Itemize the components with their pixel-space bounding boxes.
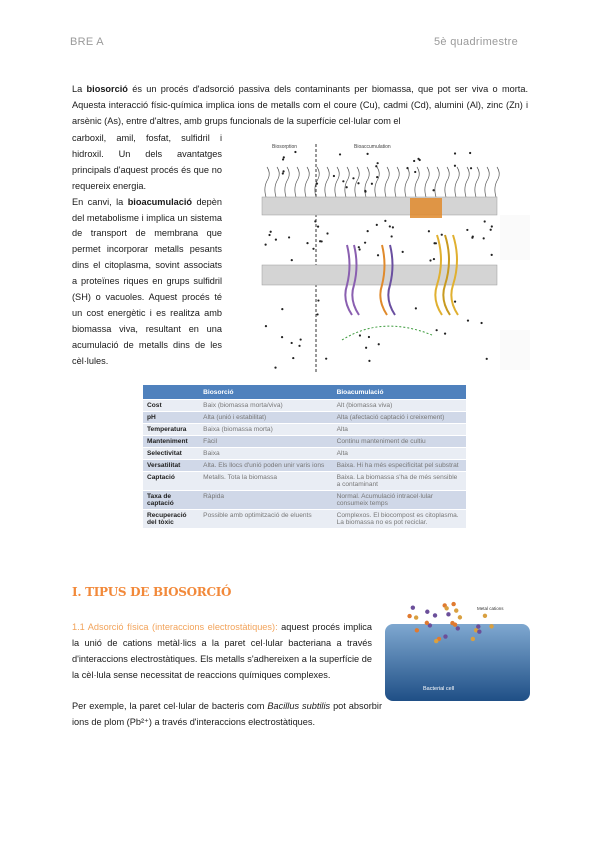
metal-ion-dot <box>268 234 270 236</box>
table-header-row <box>143 385 466 400</box>
metal-ion-dot <box>357 182 359 184</box>
figure-label-left: Biosorption <box>272 144 298 150</box>
figure-label-right: Bioaccumulation <box>354 144 391 150</box>
metal-ion-dot <box>274 366 276 368</box>
metal-ion-dot <box>291 259 293 261</box>
cation-dot <box>483 614 487 618</box>
cation-dot <box>458 615 462 619</box>
surface-hair <box>335 167 339 197</box>
intro-paragraph: La biosorció és un procés d'adsorció passiva dels contaminants per biomassa, que pot ser viva o morta. Aquesta interacció físic-química implica ions de metalls com el coure (Cu), cadmi (Cd), alumini (Al), zinc (Zn) i arsènic (As), entre d'altres, amb grups funcionals de la superfície cel·lular com el <box>72 84 528 126</box>
header-left: BRE A <box>70 36 104 48</box>
metal-ion-dot <box>365 347 367 349</box>
surface-hair <box>405 167 409 197</box>
metal-ion-dot <box>339 153 341 155</box>
metal-ion-dot <box>282 170 284 172</box>
metal-ion-dot <box>406 167 408 169</box>
metal-ion-dot <box>364 190 366 192</box>
metal-ion-dot <box>371 183 373 185</box>
metal-ion-dot <box>484 220 486 222</box>
metal-ion-dot <box>281 308 283 310</box>
cation-dot <box>446 612 450 616</box>
metal-ion-dot <box>470 167 472 169</box>
cation-dot <box>454 608 458 612</box>
col-biosorcio: Biosorció <box>199 385 332 400</box>
cation-dot <box>444 606 448 610</box>
cation-dot <box>476 624 480 628</box>
metal-ion-dot <box>444 333 446 335</box>
metal-ion-dot <box>469 152 471 154</box>
cation-dot <box>407 614 411 618</box>
metal-ion-dot <box>376 176 378 178</box>
cation-dot <box>489 624 493 628</box>
header-right: 5è quadrimestre <box>434 36 518 48</box>
cation-dot <box>415 628 419 632</box>
metal-ion-dot <box>454 152 456 154</box>
metal-ion-dot <box>486 358 488 360</box>
surface-hair <box>375 167 379 197</box>
metal-ion-dot <box>433 258 435 260</box>
metal-ion-dot <box>454 165 456 167</box>
metal-ion-dot <box>436 329 438 331</box>
metal-ion-dot <box>265 325 267 327</box>
metal-ion-dot <box>270 231 272 233</box>
surface-hair <box>385 167 389 197</box>
cation-dot <box>450 621 454 625</box>
metal-ion-dot <box>413 160 415 162</box>
metal-ion-dot <box>288 236 290 238</box>
cation-dot <box>414 615 418 619</box>
metal-ion-dot <box>346 186 348 188</box>
metal-ion-dot <box>364 242 366 244</box>
surface-hair <box>465 167 469 197</box>
metal-ion-dot <box>402 251 404 253</box>
metal-ion-dot <box>419 159 421 161</box>
metal-ion-dot <box>490 229 492 231</box>
metal-ion-dot <box>378 343 380 345</box>
metal-ion-dot <box>298 345 300 347</box>
metal-ion-dot <box>368 336 370 338</box>
metal-ion-dot <box>294 151 296 153</box>
surface-hair <box>305 167 309 197</box>
metal-ion-dot <box>429 259 431 261</box>
metal-ion-dot <box>359 248 361 250</box>
metal-ion-dot <box>366 153 368 155</box>
bacterial-cell-figure <box>385 598 530 701</box>
metal-ion-dot <box>414 171 416 173</box>
metal-ion-dot <box>432 189 434 191</box>
metal-ion-dot <box>384 220 386 222</box>
subsection-heading: 1.1 Adsorció física (interaccions electrostàtiques): <box>72 622 278 632</box>
metal-ion-dot <box>377 254 379 256</box>
surface-hair <box>325 167 329 197</box>
metal-ion-dot <box>312 248 314 250</box>
example-paragraph: Per exemple, la paret cel·lular de bacteris com Bacillus subtilis pot absorbir ions de plom (Pb²⁺) a través d'interaccions electrostàtiques. <box>72 701 383 727</box>
table-row: Taxa de captació Ràpida Normal. Acumulació intracel·lular consumeix temps <box>143 491 466 510</box>
metal-ion-dot <box>467 319 469 321</box>
metal-ion-dot <box>491 225 493 227</box>
table-row: Versatilitat Alta. Els llocs d'unió poden unir varis ions Baixa. Hi ha més especificitat pel substrat <box>143 460 466 472</box>
metal-ion-dot <box>491 254 493 256</box>
metal-ion-dot <box>480 322 482 324</box>
metal-ion-dot <box>326 232 328 234</box>
table-row: Selectivitat Baixa Alta <box>143 448 466 460</box>
metal-ion-dot <box>389 225 391 227</box>
surface-hair <box>395 167 399 197</box>
metal-ion-dot <box>376 224 378 226</box>
metal-ion-dot <box>281 336 283 338</box>
metal-ion-dot <box>314 220 316 222</box>
bacterial-cell-label: Bacterial cell <box>423 686 455 692</box>
metal-ion-dot <box>282 172 284 174</box>
cation-dot <box>477 630 481 634</box>
metal-ion-dot <box>472 236 474 238</box>
metal-ion-dot <box>433 242 435 244</box>
surface-hair <box>455 167 459 197</box>
cation-dot <box>425 621 429 625</box>
metal-ion-dot <box>306 242 308 244</box>
metal-ion-dot <box>275 239 277 241</box>
surface-hair <box>355 167 359 197</box>
cation-dot <box>451 602 455 606</box>
surface-hair <box>295 167 299 197</box>
table-row: pH Alta (unió i estabilitat) Alta (afectació captació i creixement) <box>143 412 466 424</box>
cation-dot <box>443 634 447 638</box>
term-bioacumulacio: bioacumulació <box>127 196 193 207</box>
cation-dot <box>411 605 415 609</box>
metal-ion-dot <box>359 334 361 336</box>
metal-ion-dot <box>321 240 323 242</box>
table-row: Cost Baix (biomassa morta/viva) Alt (biomassa viva) <box>143 400 466 412</box>
metal-ion-dot <box>352 177 354 179</box>
surface-hair <box>345 167 349 197</box>
section-title: I. TIPUS DE BIOSORCIÓ <box>72 585 232 599</box>
metal-ion-dot <box>316 183 318 185</box>
surface-hair <box>275 167 279 197</box>
metal-cations-label: Metal cations <box>477 606 504 611</box>
table-row: Temperatura Baixa (biomassa morta) Alta <box>143 424 466 436</box>
metal-ion-dot <box>392 226 394 228</box>
metal-ion-dot <box>282 158 284 160</box>
species-name: Bacillus subtilis <box>267 701 331 711</box>
metal-ion-dot <box>441 234 443 236</box>
metal-ion-dot <box>377 162 379 164</box>
left-column-text: carboxil, amil, fosfat, sulfidril i hidroxil. Un dels avantatges principals d'aquest procés és que no requereix energia. En canvi, la bioacumulació depèn del metabolisme i implica un sistema de transport de membrana que permet incorporar metalls pesants dins el citoplasma, sovint associats a proteïnes riques en grups sulfidril (SH) o vacuoles. Aquest procés té un cost energètic i es realitza amb biomassa viva, resultant en una acumulació de metalls dins de les cèl·lules. <box>72 133 222 366</box>
surface-hair <box>445 167 449 197</box>
metal-ion-dot <box>333 175 335 177</box>
metal-ion-dot <box>325 358 327 360</box>
metal-ion-dot <box>368 360 370 362</box>
surface-hair <box>265 167 269 197</box>
metal-ion-dot <box>317 226 319 228</box>
metal-ion-dot <box>292 357 294 359</box>
metal-ion-dot <box>283 156 285 158</box>
metal-ion-dot <box>391 235 393 237</box>
metal-ion-dot <box>265 244 267 246</box>
table-row: Recuperació del tòxic Possible amb optimització de eluents Complexos. El biocompost es citoplasma. La biomassa no es pot reciclar. <box>143 510 466 529</box>
surface-hair <box>475 167 479 197</box>
surface-hair <box>425 167 429 197</box>
cation-dot <box>456 626 460 630</box>
cation-dot <box>471 637 475 641</box>
metal-ion-dot <box>428 230 430 232</box>
term-biosorcio: biosorció <box>86 84 128 94</box>
cation-dot <box>433 613 437 617</box>
comparison-table <box>143 385 466 528</box>
metal-ion-dot <box>316 313 318 315</box>
adsorcio-fisica-paragraph: 1.1 Adsorció física (interaccions electrostàtiques): aquest procés implica la unió de cations metàl·lics a la paret cel·lular bacteriana a través d'interaccions electrostàtiques. Els metalls s'adhereixen a la superfície de la cèl·lula sense necessitat de reaccions químiques complexes. <box>72 622 372 680</box>
metal-ion-dot <box>483 237 485 239</box>
col-bioacumulacio: Bioacumulació <box>333 385 466 400</box>
surface-hair <box>285 167 289 197</box>
metal-ion-dot <box>358 246 360 248</box>
surface-hair <box>485 167 489 197</box>
metal-ion-dot <box>300 338 302 340</box>
surface-hair <box>495 167 499 197</box>
metal-ion-dot <box>415 307 417 309</box>
surface-hair <box>435 167 439 197</box>
metal-ion-dot <box>367 230 369 232</box>
metal-ion-dot <box>454 301 456 303</box>
metal-ion-dot <box>317 299 319 301</box>
cation-dot <box>425 610 429 614</box>
table-row: Captació Metalls. Tota la biomassa Baixa. La biomassa s'ha de més sensible a contaminant <box>143 472 466 491</box>
metal-ion-dot <box>375 165 377 167</box>
biosorption-bioaccumulation-figure <box>232 140 532 376</box>
metal-ion-dot <box>291 342 293 344</box>
metal-ion-dot <box>466 229 468 231</box>
metal-ion-dot <box>342 180 344 182</box>
cation-dot <box>434 639 438 643</box>
table-row: Manteniment Fàcil Continu manteniment de cultiu <box>143 436 466 448</box>
